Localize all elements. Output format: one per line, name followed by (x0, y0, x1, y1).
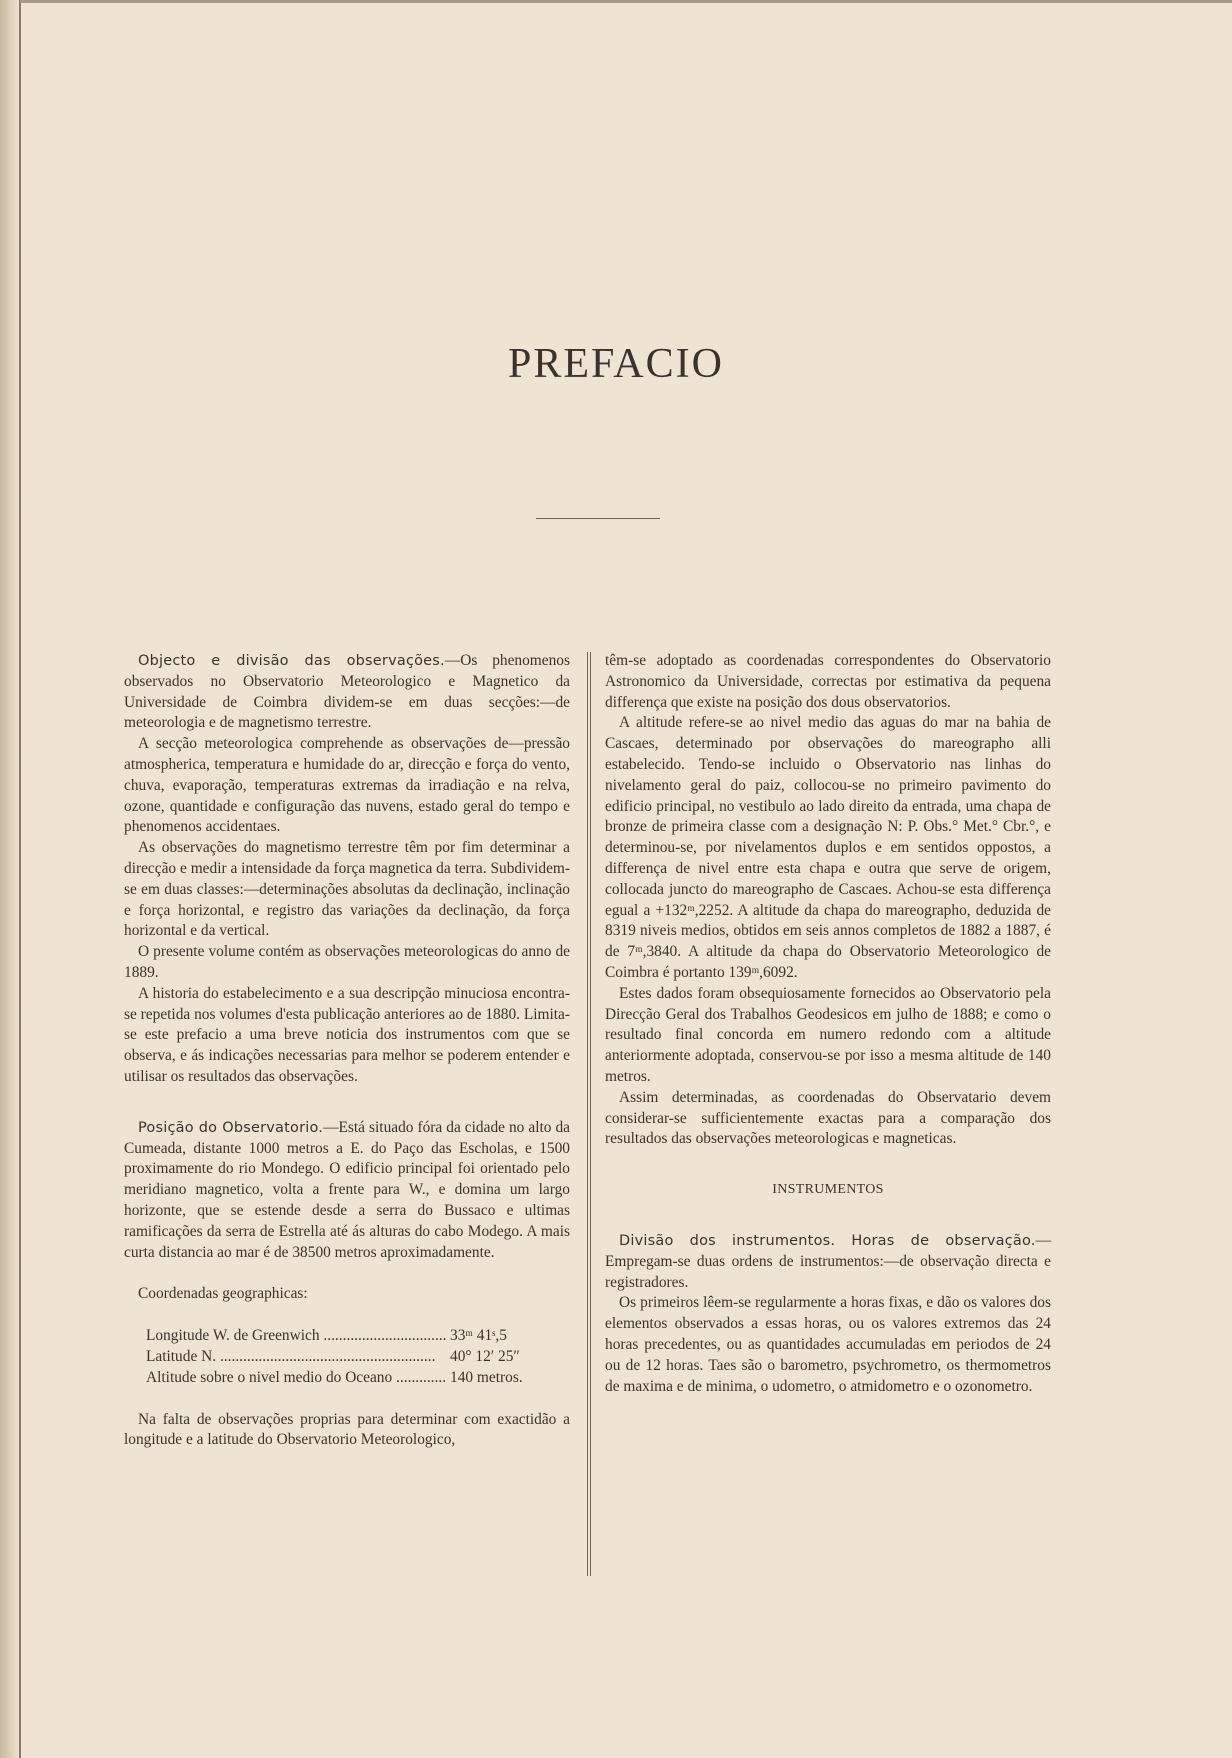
spacer (124, 1389, 570, 1410)
geo-row-longitude: Longitude W. de Greenwich ..... 33ᵐ 41ˢ,5 (146, 1326, 570, 1347)
paragraph: Os primeiros lêem-se regularmente a horas fixas, e dão os valores dos elementos observados a essas horas, ou os valores extremos das 24 horas precedentes, ou as quantidades accumuladas em periodos de 24 ou de 12 horas. Taes são o barometro, psychrometro, os thermometros de maxima e de minima, o udometro, o atmidometro e o ozonometro. (605, 1294, 1051, 1395)
right-column (605, 651, 1051, 1397)
section-heading-objecto: Objecto e divisão das observações. (138, 653, 445, 669)
geo-coordinates-title: Coordenadas geographicas: (138, 1285, 308, 1303)
left-column (124, 651, 570, 1451)
geo-row-latitude: Latitude N. ..... 40° 12′ 25″ (146, 1347, 570, 1368)
paragraph: Estes dados foram obsequiosamente fornecidos ao Observatorio pela Direcção Geral dos Trabalhos Geodesicos em julho de 1888; e como o resultado final concorda em numero redondo com a altitude anteriormente adoptada, conservou-se por isso a mesma altitude de 140 metros. (605, 984, 1051, 1085)
spacer (124, 1088, 570, 1118)
paragraph: A altitude refere-se ao nivel medio das aguas do mar na bahia de Cascaes, determinado por observações do mareographo alli estabelecido. Tendo-se incluido o Observatorio nas linhas do nivelamento geral do paiz, collocou-se no primeiro pavimento do edificio principal, no vestibulo ao lado direito da entrada, uma chapa de bronze de primeira classe com a designação N: P. Obs.° Met.° Cbr.°, e determinou-se, por nivelamentos duplos e em sentidos oppostos, a differença de nivel entre esta chapa e outra que serve de origem, collocada juncto do mareographo de Cascaes. Achou-se esta differença egual a +132ᵐ,2252. A altitude da chapa do mareographo, deduzida de 8319 niveis medios, obtidos em seis annos completos de 1882 a 1887, é de 7ᵐ,3840. A altitude da chapa do Observatorio Meteorologico de Coimbra é portanto 139ᵐ,6092. (605, 714, 1051, 981)
paragraph: O presente volume contém as observações meteorologicas do anno de 1889. (124, 943, 570, 981)
book-spine-edge (0, 0, 20, 1758)
geo-row-altitude: Altitude sobre o nivel medio do Oceano ..... 140 metros. (146, 1368, 570, 1389)
paragraph-continued: têm-se adoptado as coordenadas correspondentes do Observatorio Astronomico da Universidade, correctas por estimativa da pequena differença que existe na posição dos dous observatorios. (605, 652, 1051, 711)
spacer (605, 1150, 1051, 1180)
page-top-edge (20, 0, 1232, 3)
section-heading-posicao: Posição do Observatorio. (138, 1119, 324, 1136)
section-heading-divisao: Divisão dos instrumentos. Horas de observação. (619, 1232, 1036, 1249)
column-divider (587, 652, 591, 1576)
title-rule (536, 518, 660, 519)
page-title: PREFACIO (508, 341, 724, 387)
geo-coordinates-table (124, 1326, 570, 1388)
paragraph: Assim determinadas, as coordenadas do Observatario devem considerar-se sufficientemente exactas para a comparação dos resultados das observações meteorologicas e magneticas. (605, 1088, 1051, 1148)
spacer (124, 1263, 570, 1284)
paragraph-posicao: Posição do Observatorio.—Está situado fóra da cidade no alto da Cumeada, distante 1000 metros a E. do Paço das Escholas, e 1500 proximamente do rio Mondego. O edificio principal foi orientado pelo meridiano magnetico, volta a frente para W., e domina um largo horizonte, que se estende desde a serra do Bussaco e ultimas ramificações da serra de Estrella até ás alturas do cabo Modego. A mais curta distancia ao mar é de 38500 metros aproximadamente. (124, 1118, 570, 1261)
paragraph: Na falta de observações proprias para determinar com exactidão a longitude e a latitude do Observatorio Meteorologico, (124, 1410, 570, 1449)
paragraph: A secção meteorologica comprehende as observações de—pressão atmospherica, temperatura e humidade do ar, direcção e força do vento, chuva, evaporação, temperaturas extremas da irradiação e na relva, ozone, quantidade e configuração das nuvens, estado geral do tempo e phenomenos accidentaes. (124, 735, 570, 836)
paragraph: As observações do magnetismo terrestre têm por fim determinar a direcção e medir a intensidade da força magnetica da terra. Subdividem-se em duas classes:—determinações absolutas da declinação, inclinação e força horizontal, e registro das variações da declinação, da força horizontal e da vertical. (124, 839, 570, 940)
spine-line (19, 0, 21, 1758)
paragraph: A historia do estabelecimento e a sua descripção minuciosa encontra-se repetida nos volumes d'esta publicação anteriores ao de 1880. Limita-se este prefacio a uma breve noticia dos instrumentos com que se observa, e ás indicações necessarias para melhor se poderem entender e utilisar os resultados das observações. (124, 984, 570, 1085)
paragraph-divisao: Divisão dos instrumentos. Horas de observação.—Empregam-se duas ordens de instrumentos:—de observação directa e registradores. (605, 1231, 1051, 1291)
section-title-instrumentos: INSTRUMENTOS (772, 1182, 884, 1198)
spacer (605, 1201, 1051, 1231)
spacer (124, 1305, 570, 1326)
paragraph-objecto: Objecto e divisão das observações.—Os phenomenos observados no Observatorio Meteorologico e Magnetico da Universidade de Coimbra dividem-se em duas secções:—de meteorologia e de magnetismo terrestre. (124, 652, 570, 732)
